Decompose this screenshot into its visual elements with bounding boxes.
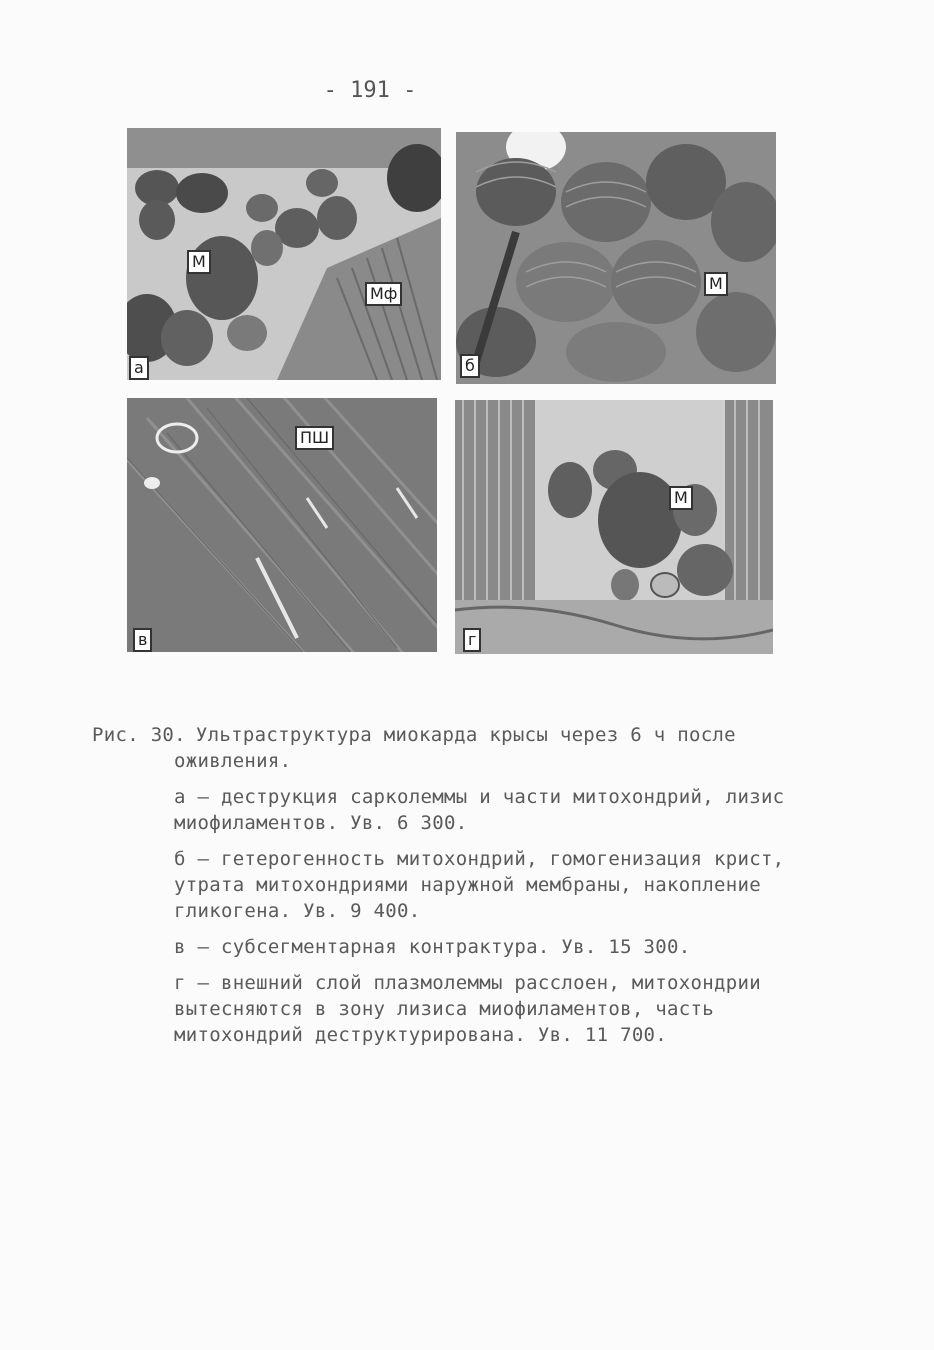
figure-caption [92, 722, 812, 1048]
panel-g-label-m: М [669, 486, 693, 510]
caption-item-b: б – гетерогенность митохондрий, гомогенизация крист, утрата митохондриями наружной мембраны, накопление гликогена. Ув. 9 400. [174, 848, 785, 922]
micrograph-panel-a [127, 128, 441, 380]
panel-b-label-m: М [704, 272, 728, 296]
caption-title [92, 722, 812, 748]
panel-v-letter: в [133, 628, 152, 652]
micrograph-a-image [127, 128, 441, 380]
panel-g-letter: г [463, 628, 481, 652]
panel-a-label-mf: Мф [365, 282, 402, 306]
micrograph-panel-g [455, 400, 773, 654]
caption-item-g: г – внешний слой плазмолеммы расслоен, митохондрии вытесняются в зону лизиса миофиламентов, часть митохондрий деструктурирована. Ув. 11 700. [174, 972, 761, 1046]
micrograph-panel-b [456, 132, 776, 384]
panel-b-letter: б [460, 354, 480, 378]
micrograph-panel-v [127, 398, 437, 652]
caption-title-line2: оживления. [174, 750, 292, 772]
micrograph-b-image [456, 132, 776, 384]
caption-item-v: в – субсегментарная контрактура. Ув. 15 300. [174, 936, 691, 958]
caption-item-a: а – деструкция сарколеммы и части митохондрий, лизис миофиламентов. Ув. 6 300. [174, 786, 785, 834]
caption-title-line1: Ультраструктура миокарда крысы через 6 ч после [195, 724, 736, 746]
micrograph-g-image [455, 400, 773, 654]
panel-v-label-psh: ПШ [295, 426, 334, 450]
micrograph-v-image [127, 398, 437, 652]
panel-a-letter: а [129, 356, 149, 380]
page-number: - 191 - [323, 78, 417, 103]
panel-a-label-m: М [187, 250, 211, 274]
figure-reference: Рис. 30. [92, 724, 186, 746]
